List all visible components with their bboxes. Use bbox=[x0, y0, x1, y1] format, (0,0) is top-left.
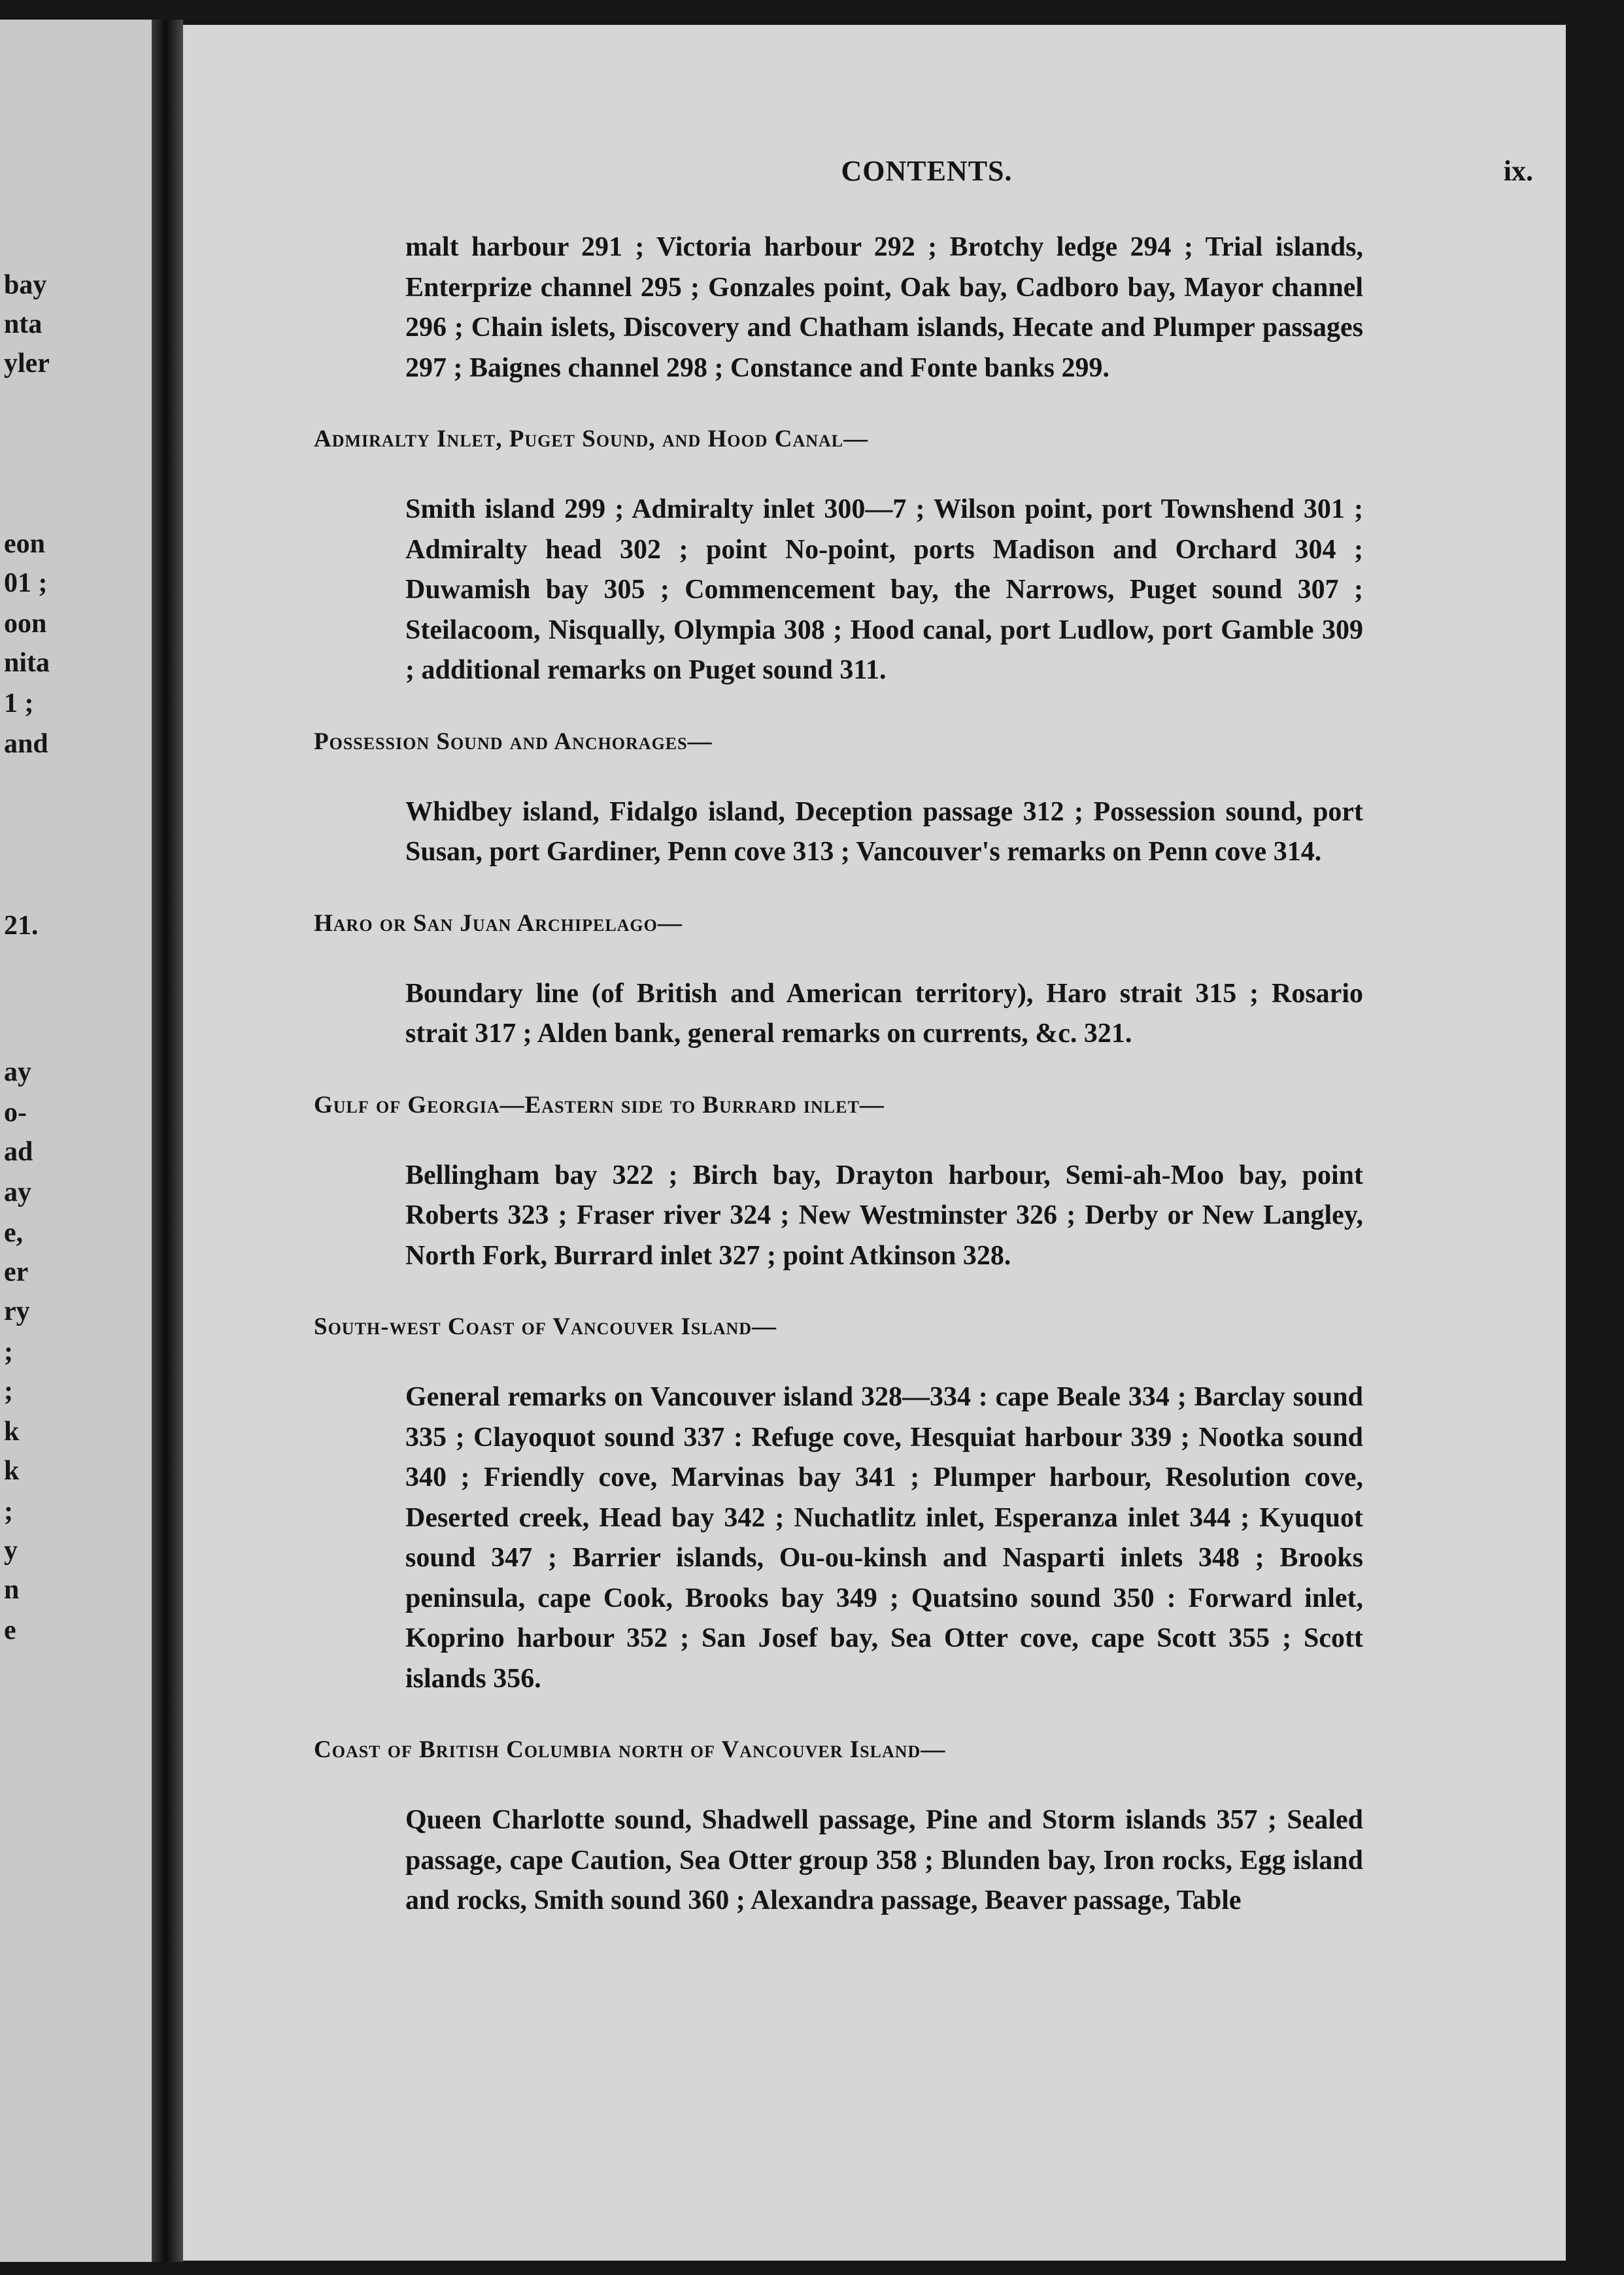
facing-page-fragment: n bbox=[4, 1575, 20, 1605]
facing-page-fragment: k bbox=[4, 1417, 20, 1447]
contents-section bbox=[314, 1091, 1556, 1277]
facing-page-fragment: nita bbox=[4, 648, 50, 678]
contents-section bbox=[314, 728, 1556, 873]
facing-page-edge bbox=[0, 20, 152, 2262]
facing-page-fragment: 01 ; bbox=[4, 568, 48, 598]
section-heading: Haro or San Juan Archipelago— bbox=[314, 909, 683, 937]
contents-section bbox=[314, 909, 1556, 1054]
facing-page-fragment: bay bbox=[4, 270, 47, 300]
section-text: malt harbour 291 ; Victoria harbour 292 ; Brotchy ledge 294 ; Trial islands, Enterprize channel 295 ; Gonzales point, Oak bay, Cadboro bay, Mayor channel 296 ; Chain islets, Discovery and Chatham islands, Hecate and Plumper passages 297 ; Baignes channel 298 ; Constance and Fonte banks 299. bbox=[405, 232, 1363, 383]
facing-page-fragment: ad bbox=[4, 1137, 33, 1167]
page-title: CONTENTS. bbox=[841, 155, 1013, 187]
section-heading: Gulf of Georgia—Eastern side to Burrard inlet— bbox=[314, 1091, 885, 1119]
section-text: Smith island 299 ; Admiralty inlet 300—7 ; Wilson point, port Townshend 301 ; Admiralty head 302 ; point No-point, ports Madison and Orchard 304 ; Duwamish bay 305 ; Commencement bay, the Narrows, Puget sound 307 ; Steilacoom, Nisqually, Olympia 308 ; Hood canal, port Ludlow, port Gamble 309 ; additional remarks on Puget sound 311. bbox=[405, 494, 1363, 685]
facing-page-fragment: eon bbox=[4, 529, 45, 559]
facing-page-fragment: o- bbox=[4, 1098, 27, 1128]
contents-section bbox=[314, 425, 1556, 691]
facing-page-fragment: er bbox=[4, 1257, 29, 1287]
section-text: Bellingham bay 322 ; Birch bay, Drayton harbour, Semi-ah-Moo bay, point Roberts 323 ; Fraser river 324 ; New Westminster 326 ; Derby or New Langley, North Fork, Burrard inlet 327 ; point Atkinson 328. bbox=[405, 1160, 1363, 1271]
section-heading: Possession Sound and Anchorages— bbox=[314, 728, 713, 755]
facing-page-fragment: e, bbox=[4, 1218, 24, 1248]
facing-page-fragment: nta bbox=[4, 309, 42, 339]
facing-page-fragment: 1 ; bbox=[4, 688, 34, 718]
contents-page bbox=[183, 25, 1566, 2261]
running-head bbox=[183, 154, 1566, 194]
contents-section bbox=[314, 1736, 1556, 1921]
facing-page-fragment: e bbox=[4, 1615, 16, 1645]
section-text: Boundary line (of British and American territory), Haro strait 315 ; Rosario strait 317 ; Alden bank, general remarks on currents, &c. 321. bbox=[405, 978, 1363, 1049]
facing-page-fragment: ; bbox=[4, 1496, 13, 1526]
section-text: Queen Charlotte sound, Shadwell passage, Pine and Storm islands 357 ; Sealed passage, cape Caution, Sea Otter group 358 ; Blunden bay, Iron rocks, Egg island and rocks, Smith sound 360 ; Alexandra passage, Beaver passage, Table bbox=[405, 1805, 1363, 1915]
contents-section bbox=[314, 228, 1556, 388]
book-gutter bbox=[152, 20, 183, 2262]
section-text: General remarks on Vancouver island 328—334 : cape Beale 334 ; Barclay sound 335 ; Clayoquot sound 337 : Refuge cove, Hesquiat harbour 339 ; Nootka sound 340 ; Friendly cove, Marvinas bay 341 ; Plumper harbour, Resolution cove, Deserted creek, Head bay 342 ; Nuchatlitz inlet, Esperanza inlet 344 ; Kyuquot sound 347 ; Barrier islands, Ou-ou-kinsh and Nasparti inlets 348 ; Brooks peninsula, cape Cook, Brooks bay 349 ; Quatsino sound 350 : Forward inlet, Koprino harbour 352 ; San Josef bay, Sea Otter cove, cape Scott 355 ; Scott islands 356. bbox=[405, 1382, 1363, 1694]
section-heading: South-west Coast of Vancouver Island— bbox=[314, 1313, 777, 1340]
facing-page-fragment: oon bbox=[4, 609, 47, 639]
facing-page-fragment: ; bbox=[4, 1337, 13, 1367]
facing-page-fragment: ay bbox=[4, 1057, 31, 1087]
facing-page-fragment: yler bbox=[4, 348, 50, 379]
facing-page-fragment: ay bbox=[4, 1177, 31, 1207]
facing-page-fragment: and bbox=[4, 729, 48, 759]
contents-section bbox=[314, 1313, 1556, 1699]
contents-body bbox=[314, 228, 1556, 1921]
facing-page-fragment: ; bbox=[4, 1376, 13, 1406]
section-heading: Admiralty Inlet, Puget Sound, and Hood Canal— bbox=[314, 426, 869, 452]
section-heading: Coast of British Columbia north of Vancouver Island— bbox=[314, 1736, 946, 1763]
section-text: Whidbey island, Fidalgo island, Deception passage 312 ; Possession sound, port Susan, port Gardiner, Penn cove 313 ; Vancouver's remarks on Penn cove 314. bbox=[405, 796, 1363, 867]
facing-page-fragment: ry bbox=[4, 1296, 30, 1326]
facing-page-fragment: y bbox=[4, 1536, 18, 1566]
facing-page-fragment: 21. bbox=[4, 911, 39, 941]
facing-page-fragment: k bbox=[4, 1456, 20, 1486]
page-number: ix. bbox=[1503, 155, 1533, 187]
